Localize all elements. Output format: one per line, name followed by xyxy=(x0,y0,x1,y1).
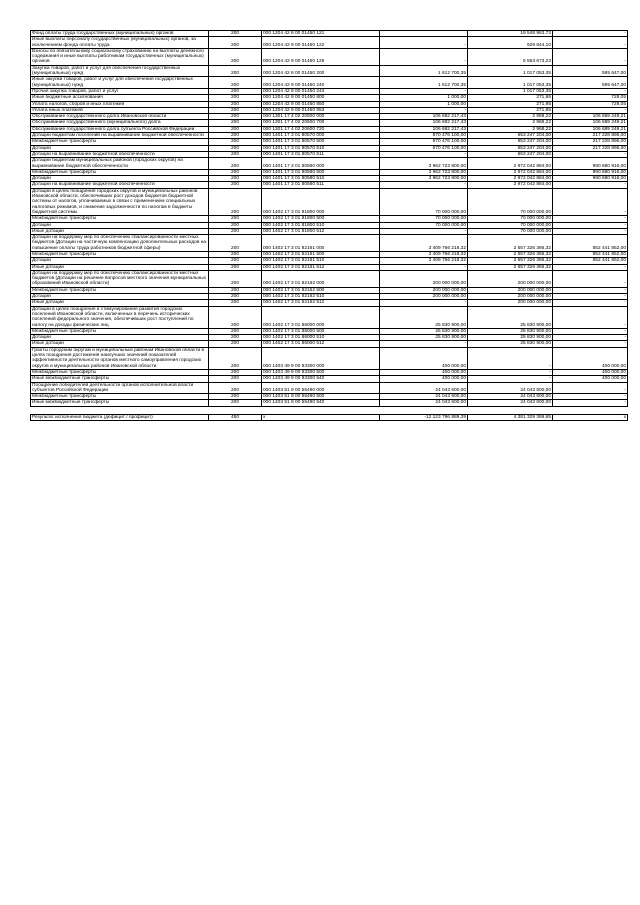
row-remainder-cell: - xyxy=(553,300,628,306)
row-remainder-cell: - xyxy=(553,382,628,394)
row-kbk-cell: 000 1204 42 9 00 01450 200 xyxy=(262,65,380,77)
row-kbk-cell: 000 1402 17 3 01 86000 512 xyxy=(262,341,380,347)
row-name-cell: Дотации в целях поощрения и стимулирования развития городских поселений Ивановской области, включенных в перечень исторических поселений федерального значения, обеспечивших рост поступлений по налогу на доходы физических лиц xyxy=(31,306,209,328)
row-name-cell: Дотации бюджетам муниципальных районов (городских округов) на выравнивание бюджетной обеспеченности xyxy=(31,158,209,170)
table-row xyxy=(31,347,628,369)
row-code-cell: 200 xyxy=(209,133,262,139)
row-plan-cell: 24 043 600,00 xyxy=(380,400,468,406)
row-kbk-cell: 000 1402 17 3 01 82162 512 xyxy=(262,300,380,306)
row-kbk-cell: 000 1204 42 9 00 01450 129 xyxy=(262,48,380,65)
row-code-cell: 200 xyxy=(209,287,262,293)
row-kbk-cell: 000 1402 17 3 01 82161 500 xyxy=(262,251,380,257)
row-name-cell: Межбюджетные трансферты xyxy=(31,251,209,257)
budget-execution-table xyxy=(30,30,628,421)
row-kbk-cell: 000 1403 51 9 00 55490 000 xyxy=(262,382,380,394)
row-remainder-cell: - xyxy=(553,228,628,234)
row-exec-cell: 200 000 000,00 xyxy=(468,270,553,287)
row-exec-cell: 25 830 900,00 xyxy=(468,306,553,328)
row-plan-cell: 70 000 000,00 xyxy=(380,222,468,228)
row-name-cell: Уплата налогов, сборов и иных платежей xyxy=(31,101,209,107)
row-code-cell: 200 xyxy=(209,300,262,306)
row-plan-cell: 870 476 100,00 xyxy=(380,133,468,139)
row-code-cell: 200 xyxy=(209,264,262,270)
row-name-cell: Иные межбюджетные трансферты xyxy=(31,376,209,382)
table-row xyxy=(31,37,628,49)
row-name-cell: Дотации бюджетам поселений на выравнивание бюджетной обеспеченности xyxy=(31,133,209,139)
row-remainder-cell: 990 680 916,00 xyxy=(553,176,628,182)
row-code-cell: 200 xyxy=(209,145,262,151)
row-remainder-cell: - xyxy=(553,394,628,400)
row-name-cell: Иные дотации xyxy=(31,228,209,234)
row-code-cell: 200 xyxy=(209,306,262,328)
row-plan-cell: 106 692 217,43 xyxy=(380,114,468,120)
row-plan-cell: 25 830 900,00 xyxy=(380,328,468,334)
result-row xyxy=(31,414,628,420)
row-remainder-cell: 728,05 xyxy=(553,95,628,101)
row-name-cell: Дотации на поддержку мер по обеспечению сбалансированности местных бюджетов (Дотации на решение вопросов местного значения муниципальных образований Ивановской области) xyxy=(31,270,209,287)
row-remainder-cell: - xyxy=(553,88,628,94)
row-plan-cell: 400 000,00 xyxy=(380,369,468,375)
row-kbk-cell: 000 1403 49 9 00 83300 540 xyxy=(262,376,380,382)
table-row xyxy=(31,158,628,170)
row-exec-cell: 271,95 xyxy=(468,101,553,107)
row-exec-cell: 70 000 000,00 xyxy=(468,222,553,228)
row-code-cell: 200 xyxy=(209,235,262,252)
row-name-cell: Обслуживание государственного долга Ивановской области xyxy=(31,114,209,120)
row-plan-cell: 1 000,00 xyxy=(380,95,468,101)
row-plan-cell: - xyxy=(380,107,468,113)
row-name-cell: Фонд оплаты труда государственных (муниципальных) органов xyxy=(31,31,209,37)
row-remainder-cell: - xyxy=(553,151,628,157)
row-kbk-cell: 000 1402 17 3 01 82162 000 xyxy=(262,270,380,287)
row-remainder-cell: - xyxy=(553,264,628,270)
row-kbk-cell: 000 1204 42 9 00 01450 244 xyxy=(262,88,380,94)
row-plan-cell: 400 000,00 xyxy=(380,376,468,382)
row-plan-cell: 106 692 217,43 xyxy=(380,120,468,126)
row-name-cell: Межбюджетные трансферты xyxy=(31,369,209,375)
row-plan-cell: -12 123 796 889,39 xyxy=(380,414,468,420)
row-kbk-cell: 000 1204 42 9 00 01450 800 xyxy=(262,95,380,101)
row-name-cell: Прочая закупка товаров, работ и услуг xyxy=(31,88,209,94)
row-exec-cell: 25 830 900,00 xyxy=(468,335,553,341)
row-code-cell: 200 xyxy=(209,176,262,182)
row-exec-cell: 70 000 000,00 xyxy=(468,228,553,234)
row-remainder-cell: - xyxy=(553,107,628,113)
spacer-cell xyxy=(262,406,380,414)
row-code-cell: 200 xyxy=(209,88,262,94)
row-name-cell: Иные выплаты персоналу государственных (муниципальных) органов, за исключением фонда оплаты труда xyxy=(31,37,209,49)
row-plan-cell: 1 000,00 xyxy=(380,101,468,107)
row-plan-cell: - xyxy=(380,300,468,306)
row-plan-cell: 3 962 723 800,00 xyxy=(380,158,468,170)
row-kbk-cell: 000 1402 17 3 01 82162 510 xyxy=(262,294,380,300)
row-kbk-cell: 000 1301 17 4 02 20600 720 xyxy=(262,126,380,132)
row-name-cell: Поощрение победителей деятельности органов исполнительной власти субъектов Российской Федерации xyxy=(31,382,209,394)
row-code-cell: 200 xyxy=(209,151,262,157)
row-remainder-cell: - xyxy=(553,270,628,287)
row-remainder-cell: - xyxy=(553,48,628,65)
row-exec-cell: 1 017 053,35 xyxy=(468,65,553,77)
row-code-cell: 200 xyxy=(209,169,262,175)
row-exec-cell: 70 000 000,00 xyxy=(468,216,553,222)
row-name-cell: Межбюджетные трансферты xyxy=(31,139,209,145)
row-plan-cell: 200 000 000,00 xyxy=(380,270,468,287)
row-plan-cell: 3 409 766 218,32 xyxy=(380,235,468,252)
spacer-cell xyxy=(31,406,209,414)
row-remainder-cell: 852 441 852,00 xyxy=(553,258,628,264)
row-plan-cell: 106 692 217,43 xyxy=(380,126,468,132)
row-name-cell: Результат исполнения бюджета (дефицит / профицит) xyxy=(31,414,209,420)
row-remainder-cell: - xyxy=(553,294,628,300)
row-code-cell: 200 xyxy=(209,400,262,406)
row-code-cell: 200 xyxy=(209,65,262,77)
row-plan-cell: - xyxy=(380,151,468,157)
table-row xyxy=(31,270,628,287)
table-row xyxy=(31,48,628,65)
row-code-cell: 200 xyxy=(209,188,262,215)
row-kbk-cell: 000 1402 17 3 01 81800 000 xyxy=(262,188,380,215)
row-kbk-cell: 000 1402 17 3 01 82161 510 xyxy=(262,258,380,264)
row-remainder-cell: - xyxy=(553,182,628,188)
row-remainder-cell: - xyxy=(553,188,628,215)
row-code-cell: 200 xyxy=(209,335,262,341)
row-remainder-cell: 106 689 249,21 xyxy=(553,114,628,120)
row-kbk-cell: 000 1401 17 3 01 80570 510 xyxy=(262,145,380,151)
row-name-cell: Закупка товаров, работ и услуг для обеспечения государственных (муниципальных) нужд xyxy=(31,65,209,77)
row-remainder-cell: 217 228 896,00 xyxy=(553,133,628,139)
row-plan-cell: 3 409 766 218,32 xyxy=(380,258,468,264)
row-remainder-cell: - xyxy=(553,328,628,334)
row-name-cell: Дотации на выравнивание бюджетной обеспеченности xyxy=(31,182,209,188)
row-exec-cell: 2 972 042 884,00 xyxy=(468,176,553,182)
row-exec-cell: 653 247 204,00 xyxy=(468,151,553,157)
row-name-cell: Иные бюджетные ассигнования xyxy=(31,95,209,101)
spacer-row xyxy=(31,406,628,414)
table-row xyxy=(31,306,628,328)
row-plan-cell: 1 612 700,35 xyxy=(380,77,468,89)
row-code-cell: 200 xyxy=(209,101,262,107)
row-exec-cell: 271,95 xyxy=(468,95,553,101)
row-exec-cell: 2 557 326 366,32 xyxy=(468,264,553,270)
row-exec-cell: 25 830 900,00 xyxy=(468,328,553,334)
row-name-cell: Дотации xyxy=(31,294,209,300)
row-code-cell: 450 xyxy=(209,414,262,420)
row-code-cell: 200 xyxy=(209,158,262,170)
row-remainder-cell: 400 000,00 xyxy=(553,376,628,382)
row-exec-cell: 70 000 000,00 xyxy=(468,188,553,215)
row-name-cell: Иные межбюджетные трансферты xyxy=(31,400,209,406)
row-exec-cell: 929 844,10 xyxy=(468,37,553,49)
row-code-cell: 200 xyxy=(209,376,262,382)
row-plan-cell: 3 409 766 218,32 xyxy=(380,251,468,257)
row-kbk-cell: 000 1403 49 9 00 83300 000 xyxy=(262,347,380,369)
row-name-cell: Иные дотации xyxy=(31,300,209,306)
row-exec-cell: 24 043 600,00 xyxy=(468,400,553,406)
row-plan-cell: 400 000,00 xyxy=(380,347,468,369)
row-exec-cell: 653 247 204,00 xyxy=(468,145,553,151)
row-remainder-cell: 106 689 249,21 xyxy=(553,120,628,126)
row-plan-cell: 3 962 723 800,00 xyxy=(380,176,468,182)
row-name-cell: Дотации на поддержку мер по обеспечению сбалансированности местных бюджетов (Дотации на частичную компенсацию дополнительных расходов на повышение оплаты труда работников бюджетной сферы) xyxy=(31,235,209,252)
row-plan-cell: 25 830 900,00 xyxy=(380,306,468,328)
row-name-cell: Дотации в целях поощрения городских округов и муниципальных районов Ивановской области, обеспечивших рост доходов бюджетов бюджетной системы от налогов, уплачиваемых в связи с применением специальных налоговых режимов, и снижение задолженности по налогам в бюджеты бюджетной системы xyxy=(31,188,209,215)
row-name-cell: Обслуживание государственного (муниципального) долга xyxy=(31,120,209,126)
row-code-cell: 200 xyxy=(209,258,262,264)
row-exec-cell: - xyxy=(468,369,553,375)
row-code-cell: 200 xyxy=(209,347,262,369)
row-kbk-cell: 000 1402 17 3 01 81800 510 xyxy=(262,222,380,228)
row-code-cell: 200 xyxy=(209,394,262,400)
row-kbk-cell: 000 1402 17 3 01 82161 512 xyxy=(262,264,380,270)
row-name-cell: Уплата иных платежей xyxy=(31,107,209,113)
row-exec-cell: 2 968,22 xyxy=(468,126,553,132)
row-kbk-cell: 000 1401 17 3 01 80580 510 xyxy=(262,176,380,182)
row-kbk-cell: 000 1301 17 4 02 20600 700 xyxy=(262,120,380,126)
row-remainder-cell: 852 441 852,00 xyxy=(553,235,628,252)
row-kbk-cell: 000 1401 17 3 01 80580 000 xyxy=(262,158,380,170)
row-exec-cell: 25 830 900,00 xyxy=(468,341,553,347)
row-kbk-cell: 000 1301 17 4 02 20600 000 xyxy=(262,114,380,120)
row-code-cell: 200 xyxy=(209,182,262,188)
row-code-cell: 200 xyxy=(209,95,262,101)
row-exec-cell: 1 017 053,35 xyxy=(468,77,553,89)
row-remainder-cell: x xyxy=(553,414,628,420)
row-plan-cell: 3 962 723 800,00 xyxy=(380,169,468,175)
row-remainder-cell: 400 000,00 xyxy=(553,347,628,369)
row-exec-cell: 653 247 204,00 xyxy=(468,139,553,145)
row-exec-cell: 5 553 673,23 xyxy=(468,48,553,65)
row-kbk-cell: 000 1204 42 9 00 01450 850 xyxy=(262,101,380,107)
row-exec-cell: 200 000 000,00 xyxy=(468,300,553,306)
row-kbk-cell: 000 1402 17 3 01 86000 000 xyxy=(262,306,380,328)
row-code-cell: 200 xyxy=(209,107,262,113)
row-remainder-cell: - xyxy=(553,222,628,228)
row-exec-cell: 2 972 042 884,00 xyxy=(468,169,553,175)
row-plan-cell: 24 043 600,00 xyxy=(380,382,468,394)
row-remainder-cell: - xyxy=(553,335,628,341)
row-kbk-cell: 000 1204 42 9 00 01450 121 xyxy=(262,31,380,37)
row-kbk-cell: 000 1402 17 3 01 82161 000 xyxy=(262,235,380,252)
row-code-cell: 200 xyxy=(209,270,262,287)
row-plan-cell: 25 830 900,00 xyxy=(380,335,468,341)
row-plan-cell: - xyxy=(380,341,468,347)
row-remainder-cell: 990 680 916,00 xyxy=(553,158,628,170)
row-plan-cell: - xyxy=(380,264,468,270)
row-exec-cell: 19 548 963,72 xyxy=(468,31,553,37)
row-plan-cell: 70 000 000,00 xyxy=(380,188,468,215)
row-kbk-cell: 000 1402 17 3 01 81800 500 xyxy=(262,216,380,222)
row-remainder-cell: - xyxy=(553,400,628,406)
row-code-cell: 200 xyxy=(209,77,262,89)
row-name-cell: Межбюджетные трансферты xyxy=(31,287,209,293)
table-row xyxy=(31,188,628,215)
row-plan-cell: 70 000 000,00 xyxy=(380,216,468,222)
row-exec-cell: 271,95 xyxy=(468,107,553,113)
row-code-cell: 200 xyxy=(209,139,262,145)
row-kbk-cell: 000 1402 17 3 01 81800 512 xyxy=(262,228,380,234)
row-kbk-cell: 000 1401 17 3 01 80570 511 xyxy=(262,151,380,157)
row-code-cell: 200 xyxy=(209,37,262,49)
row-kbk-cell: 000 1403 49 9 00 83300 500 xyxy=(262,369,380,375)
row-exec-cell: - xyxy=(468,376,553,382)
row-remainder-cell: 852 441 852,00 xyxy=(553,251,628,257)
row-code-cell: 200 xyxy=(209,294,262,300)
row-remainder-cell: 595 647,00 xyxy=(553,65,628,77)
row-code-cell: 200 xyxy=(209,341,262,347)
row-exec-cell: 2 557 326 366,32 xyxy=(468,251,553,257)
row-code-cell: 200 xyxy=(209,120,262,126)
row-code-cell: 200 xyxy=(209,328,262,334)
row-code-cell: 200 xyxy=(209,114,262,120)
row-code-cell: 200 xyxy=(209,48,262,65)
row-exec-cell: - xyxy=(468,347,553,369)
row-code-cell: 200 xyxy=(209,251,262,257)
row-exec-cell: 2 968,22 xyxy=(468,114,553,120)
row-code-cell: 200 xyxy=(209,216,262,222)
row-remainder-cell: 217 228 896,00 xyxy=(553,139,628,145)
row-remainder-cell: 990 680 916,00 xyxy=(553,169,628,175)
row-remainder-cell: - xyxy=(553,31,628,37)
row-remainder-cell: - xyxy=(553,306,628,328)
row-name-cell: Межбюджетные трансферты xyxy=(31,169,209,175)
row-name-cell: Межбюджетные трансферты xyxy=(31,394,209,400)
row-name-cell: Обслуживание государственного долга субъекта Российской Федерации xyxy=(31,126,209,132)
row-plan-cell: 870 476 100,00 xyxy=(380,145,468,151)
table-row xyxy=(31,65,628,77)
row-exec-cell: 200 000 000,00 xyxy=(468,287,553,293)
row-remainder-cell: 595 647,00 xyxy=(553,77,628,89)
row-kbk-cell: x xyxy=(262,414,380,420)
row-name-cell: Дотации xyxy=(31,222,209,228)
row-name-cell: Иные закупки товаров, работ и услуг для обеспечения государственных (муниципальных) нужд xyxy=(31,77,209,89)
row-plan-cell: - xyxy=(380,182,468,188)
row-kbk-cell: 000 1401 17 3 01 80570 500 xyxy=(262,139,380,145)
row-code-cell: 200 xyxy=(209,228,262,234)
spacer-cell xyxy=(553,406,628,414)
row-kbk-cell: 000 1401 17 3 01 80580 500 xyxy=(262,169,380,175)
row-name-cell: Иные дотации xyxy=(31,341,209,347)
row-code-cell: 200 xyxy=(209,31,262,37)
row-code-cell: 200 xyxy=(209,126,262,132)
row-name-cell: Дотации xyxy=(31,258,209,264)
table-row xyxy=(31,77,628,89)
row-kbk-cell: 000 1402 17 3 01 82162 500 xyxy=(262,287,380,293)
row-exec-cell: 4 381 329 369,65 xyxy=(468,414,553,420)
row-kbk-cell: 000 1401 17 3 01 80570 000 xyxy=(262,133,380,139)
row-kbk-cell: 000 1204 42 9 00 01450 853 xyxy=(262,107,380,113)
row-remainder-cell: - xyxy=(553,341,628,347)
row-exec-cell: 2 968,22 xyxy=(468,120,553,126)
row-plan-cell: - xyxy=(380,88,468,94)
row-code-cell: 200 xyxy=(209,222,262,228)
row-plan-cell: 24 043 600,00 xyxy=(380,394,468,400)
spacer-cell xyxy=(380,406,468,414)
row-exec-cell: 24 043 600,00 xyxy=(468,394,553,400)
spacer-cell xyxy=(209,406,262,414)
table-row xyxy=(31,382,628,394)
row-name-cell: Дотации xyxy=(31,176,209,182)
row-remainder-cell: - xyxy=(553,287,628,293)
row-name-cell: Иные дотации xyxy=(31,264,209,270)
row-kbk-cell: 000 1204 42 9 00 01450 122 xyxy=(262,37,380,49)
row-plan-cell: - xyxy=(380,37,468,49)
row-remainder-cell: - xyxy=(553,37,628,49)
row-kbk-cell: 000 1402 17 3 01 86000 510 xyxy=(262,335,380,341)
row-kbk-cell: 000 1204 42 9 00 01450 240 xyxy=(262,77,380,89)
row-remainder-cell: 400 000,00 xyxy=(553,369,628,375)
row-name-cell: Взносы по обязательному социальному страхованию на выплаты денежного содержания и иные выплаты работникам государственных (муниципальных) органов xyxy=(31,48,209,65)
row-remainder-cell: 728,05 xyxy=(553,101,628,107)
row-exec-cell: 2 972 042 884,00 xyxy=(468,158,553,170)
row-name-cell: Дотации xyxy=(31,145,209,151)
row-exec-cell: 24 043 600,00 xyxy=(468,382,553,394)
table-body xyxy=(31,31,628,421)
row-kbk-cell: 000 1402 17 3 01 86000 500 xyxy=(262,328,380,334)
spacer-cell xyxy=(468,406,553,414)
row-name-cell: Межбюджетные трансферты xyxy=(31,216,209,222)
row-code-cell: 200 xyxy=(209,382,262,394)
row-kbk-cell: 000 1403 51 9 00 55490 500 xyxy=(262,394,380,400)
row-exec-cell: 2 972 042 884,00 xyxy=(468,182,553,188)
row-remainder-cell: - xyxy=(553,216,628,222)
row-plan-cell: 200 000 000,00 xyxy=(380,294,468,300)
row-name-cell: Дотации на выравнивание бюджетной обеспеченности xyxy=(31,151,209,157)
row-plan-cell: 1 612 700,35 xyxy=(380,65,468,77)
row-kbk-cell: 000 1403 51 9 00 55490 540 xyxy=(262,400,380,406)
row-plan-cell: 870 476 100,00 xyxy=(380,139,468,145)
row-name-cell: Межбюджетные трансферты xyxy=(31,328,209,334)
row-exec-cell: 2 557 326 366,32 xyxy=(468,258,553,264)
row-name-cell: Дотации xyxy=(31,335,209,341)
row-exec-cell: 1 017 053,35 xyxy=(468,88,553,94)
row-exec-cell: 2 557 326 366,32 xyxy=(468,235,553,252)
row-plan-cell: - xyxy=(380,228,468,234)
row-remainder-cell: 106 689 249,21 xyxy=(553,126,628,132)
table-row xyxy=(31,235,628,252)
row-name-cell: Гранты городским округам и муниципальным районам Ивановской области в целях поощрения достижения наилучших значений показателей эффективности деятельности органов местного самоуправления городских округов и муниципальных районов Ивановской области xyxy=(31,347,209,369)
row-kbk-cell: 000 1401 17 3 01 80580 511 xyxy=(262,182,380,188)
row-plan-cell: - xyxy=(380,48,468,65)
row-exec-cell: 200 000 000,00 xyxy=(468,294,553,300)
row-plan-cell: 200 000 000,00 xyxy=(380,287,468,293)
row-exec-cell: 653 247 204,00 xyxy=(468,133,553,139)
row-code-cell: 200 xyxy=(209,369,262,375)
row-remainder-cell: 217 228 896,00 xyxy=(553,145,628,151)
